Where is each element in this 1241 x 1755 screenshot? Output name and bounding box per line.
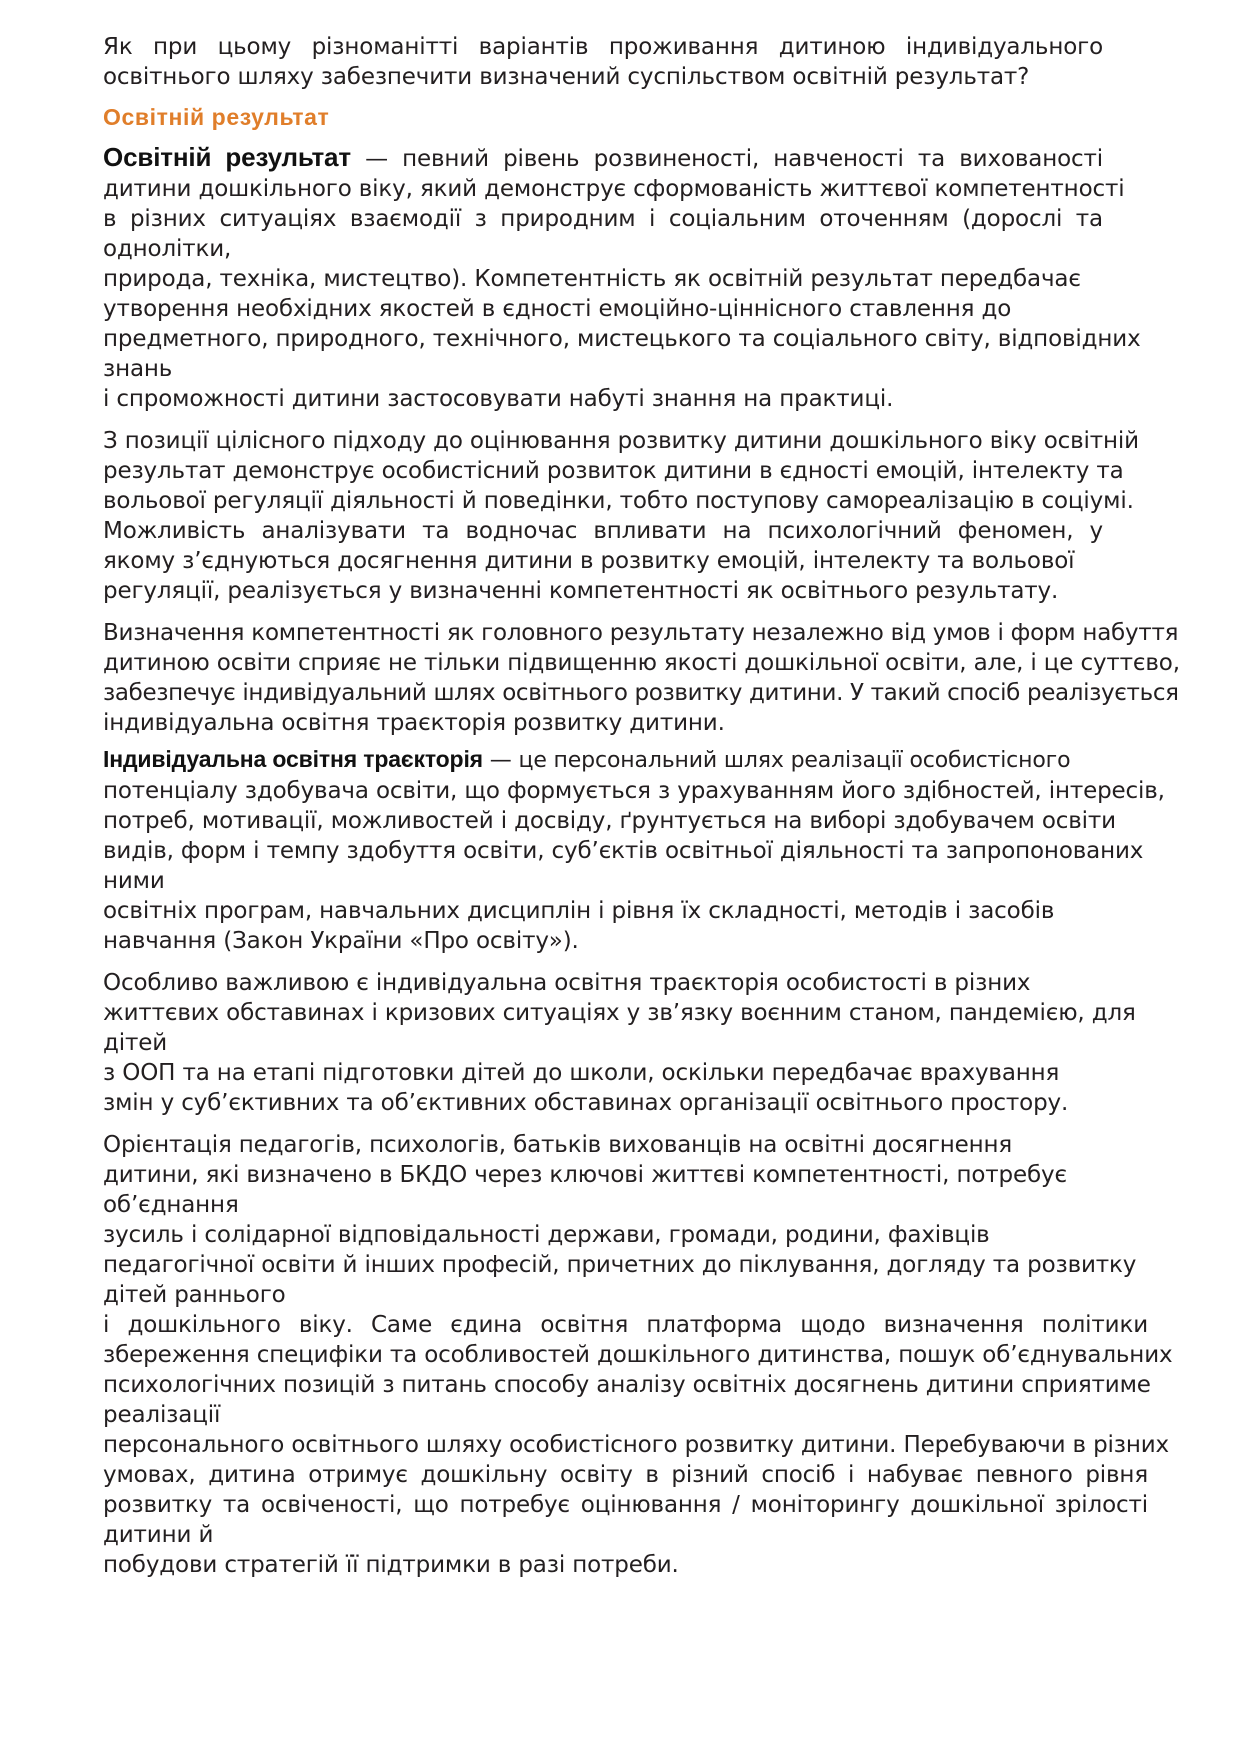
section-heading: Освітній результат [103,104,330,130]
text-line: з ООП та на етапі підготовки дітей до школи, оскільки передбачає врахування [103,1060,1060,1086]
text-line: Визначення компетентності як головного результату незалежно від умов і форм набуття [103,620,1179,646]
definition-text: — певний рівень розвиненості, навченості та вихованості [350,146,1104,172]
paragraph-holistic-approach [103,426,1186,606]
text-line: предметного, природного, технічного, мистецького та соціального світу, відповідних [103,326,1141,352]
paragraph-orientation [103,1130,1186,1580]
text-line: розвитку та освіченості, що потребує оцінювання / моніторингу дошкільної зрілості [103,1492,1148,1518]
definition-educational-result [103,142,1186,414]
text-line: персонального освітнього шляху особистісного розвитку дитини. Перебуваючи в різних [103,1432,1170,1458]
text-line: потреб, мотивації, можливостей і досвіду, ґрунтується на виборі здобувачем освіти [103,808,1116,834]
document-page [103,32,1186,1580]
text-line: результат демонструє особистісний розвиток дитини в єдності емоцій, інтелекту та [103,458,1124,484]
defined-term: Індивідуальна освітня траєкторія [103,746,483,772]
intro-paragraph [103,32,1186,92]
text-line: якому з’єднуються досягнення дитини в розвитку емоцій, інтелекту та вольової [103,548,1075,574]
text-line: життєвих обставинах і кризових ситуаціях у зв’язку воєнним станом, пандемією, для [103,1000,1136,1026]
text-line: об’єднання [103,1192,239,1218]
text-line: педагогічної освіти й інших професій, причетних до піклування, догляду та розвитку [103,1252,1137,1278]
text-line: З позиції цілісного підходу до оцінювання розвитку дитини дошкільного віку освітній [103,428,1139,454]
definition-text: — це персональний шлях реалізації особистісного [482,748,1071,773]
text-line: видів, форм і темпу здобуття освіти, суб’єктів освітньої діяльності та запропонованих [103,838,1144,864]
text-line: дитиною освіти сприяє не тільки підвищенню якості дошкільної освіти, але, і це суттєво, [103,650,1180,676]
text-line: природа, техніка, мистецтво). Компетентність як освітній результат передбачає [103,266,1081,292]
defined-term: Освітній результат [103,142,351,172]
text-line: Особливо важливою є індивідуальна освітня траєкторія особистості в різних [103,970,1031,996]
text-line [103,142,1103,174]
text-line: в різних ситуаціях взаємодії з природним і соціальним оточенням (дорослі та [103,206,1103,232]
text-line: умовах, дитина отримує дошкільну освіту в різний спосіб і набуває певного рівня [103,1462,1148,1488]
text-line: вольової регуляції діяльності й поведінки, тобто поступову самореалізацію в соціумі. [103,488,1134,514]
text-line: дитини, які визначено в БКДО через ключові життєві компетентності, потребує [103,1162,1067,1188]
text-line: Як при цьому різноманітті варіантів проживання дитиною індивідуального [103,34,1103,60]
text-line: збереження специфіки та особливостей дошкільного дитинства, пошук об’єднувальних [103,1342,1173,1368]
text-line: утворення необхідних якостей в єдності емоційно-ціннісного ставлення до [103,296,1012,322]
text-line: змін у суб’єктивних та об’єктивних обставинах організації освітнього простору. [103,1090,1069,1116]
text-line: дітей [103,1030,168,1056]
text-line: освітнього шляху забезпечити визначений суспільством освітній результат? [103,64,1030,90]
text-line: дитини дошкільного віку, який демонструє сформованість життєвої компетентності [103,176,1125,202]
text-line: дітей раннього [103,1282,286,1308]
text-line: Орієнтація педагогів, психологів, батьків вихованців на освітні досягнення [103,1132,1013,1158]
text-line: освітніх програм, навчальних дисциплін і рівня їх складності, методів і засобів [103,898,1055,924]
text-line: і спроможності дитини застосовувати набуті знання на практиці. [103,386,894,412]
text-line: ними [103,868,165,894]
text-line: дитини й [103,1522,214,1548]
text-line: навчання (Закон України «Про освіту»). [103,928,579,954]
text-line: індивідуальна освітня траєкторія розвитку дитини. [103,710,725,736]
text-line: і дошкільного віку. Саме єдина освітня платформа щодо визначення політики [103,1312,1148,1338]
text-line: потенціалу здобувача освіти, що формується з урахуванням його здібностей, інтересів, [103,778,1165,804]
definition-individual-trajectory [103,744,1186,956]
text-line: Можливість аналізувати та водночас впливати на психологічний феномен, у [103,518,1103,544]
text-line: зусиль і солідарної відповідальності держави, громади, родини, фахівців [103,1222,990,1248]
text-line: знань [103,356,173,382]
text-line [103,744,1186,776]
paragraph-competence-definition [103,618,1186,738]
text-line: однолітки, [103,236,232,262]
text-line: регуляції, реалізується у визначенні компетентності як освітнього результату. [103,578,1059,604]
text-line: побудови стратегій її підтримки в разі потреби. [103,1552,679,1578]
paragraph-crisis-situations [103,968,1186,1118]
text-line: забезпечує індивідуальний шлях освітнього розвитку дитини. У такий спосіб реалізується [103,680,1179,706]
text-line: реалізації [103,1402,221,1428]
text-line: психологічних позицій з питань способу аналізу освітніх досягнень дитини сприятиме [103,1372,1151,1398]
